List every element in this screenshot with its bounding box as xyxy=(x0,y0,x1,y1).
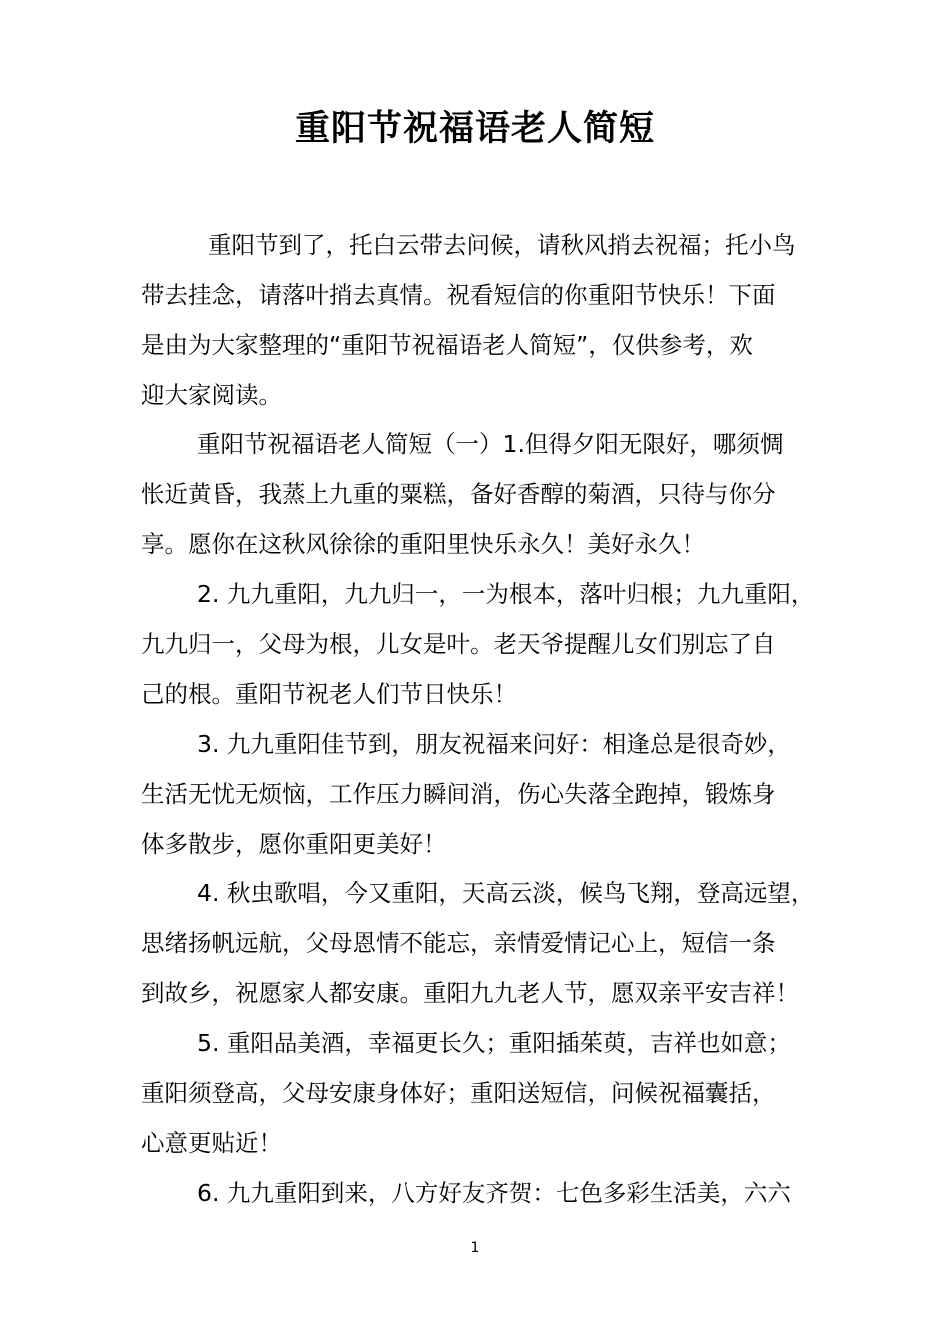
paragraph-line: 生活无忧无烦恼，工作压力瞬间消，伤心失落全跑掉，锻炼身 xyxy=(141,780,776,808)
paragraph-line: 九九归一，父母为根，儿女是叶。老天爷提醒儿女们别忘了自 xyxy=(141,630,776,658)
paragraph-line: 思绪扬帆远航，父母恩情不能忘，亲情爱情记心上，短信一条 xyxy=(141,929,776,957)
paragraph-line: 怅近黄昏，我蒸上九重的粟糕，备好香醇的菊酒，只待与你分 xyxy=(141,480,776,508)
paragraph-line: 重阳须登高，父母安康身体好；重阳送短信，问候祝福囊括， xyxy=(141,1079,776,1107)
paragraph-line: 重阳节祝福语老人简短（一）1.但得夕阳无限好，哪须惆 xyxy=(197,430,784,458)
paragraph-line: 体多散步，愿你重阳更美好！ xyxy=(141,830,447,858)
paragraph-line: 3. 九九重阳佳节到，朋友祝福来问好：相逢总是很奇妙， xyxy=(197,730,791,758)
document-title: 重阳节祝福语老人简短 xyxy=(294,109,655,149)
paragraph-line: 2. 九九重阳，九九归一，一为根本，落叶归根；九九重阳， xyxy=(197,580,815,608)
paragraph-line: 6. 九九重阳到来，八方好友齐贺：七色多彩生活美，六六 xyxy=(197,1179,791,1207)
paragraph-line: 带去挂念，请落叶捎去真情。祝看短信的你重阳节快乐！下面 xyxy=(141,281,776,309)
paragraph-line: 5. 重阳品美酒，幸福更长久；重阳插茱萸，吉祥也如意； xyxy=(197,1029,791,1057)
paragraph-line: 到故乡，祝愿家人都安康。重阳九九老人节，愿双亲平安吉祥！ xyxy=(141,979,799,1007)
paragraph-line: 心意更贴近！ xyxy=(141,1129,282,1157)
paragraph-line: 是由为大家整理的“重阳节祝福语老人简短”，仅供参考，欢 xyxy=(141,331,753,359)
page-number: 1 xyxy=(470,1240,480,1256)
paragraph-line: 己的根。重阳节祝老人们节日快乐！ xyxy=(141,680,517,708)
paragraph-line: 重阳节到了，托白云带去问候，请秋风捎去祝福；托小鸟 xyxy=(208,231,796,259)
paragraph-line: 迎大家阅读。 xyxy=(141,381,282,409)
paragraph-line: 享。愿你在这秋风徐徐的重阳里快乐永久！美好永久！ xyxy=(141,530,705,558)
paragraph-line: 4. 秋虫歌唱，今又重阳，天高云淡，候鸟飞翔，登高远望， xyxy=(197,879,815,907)
